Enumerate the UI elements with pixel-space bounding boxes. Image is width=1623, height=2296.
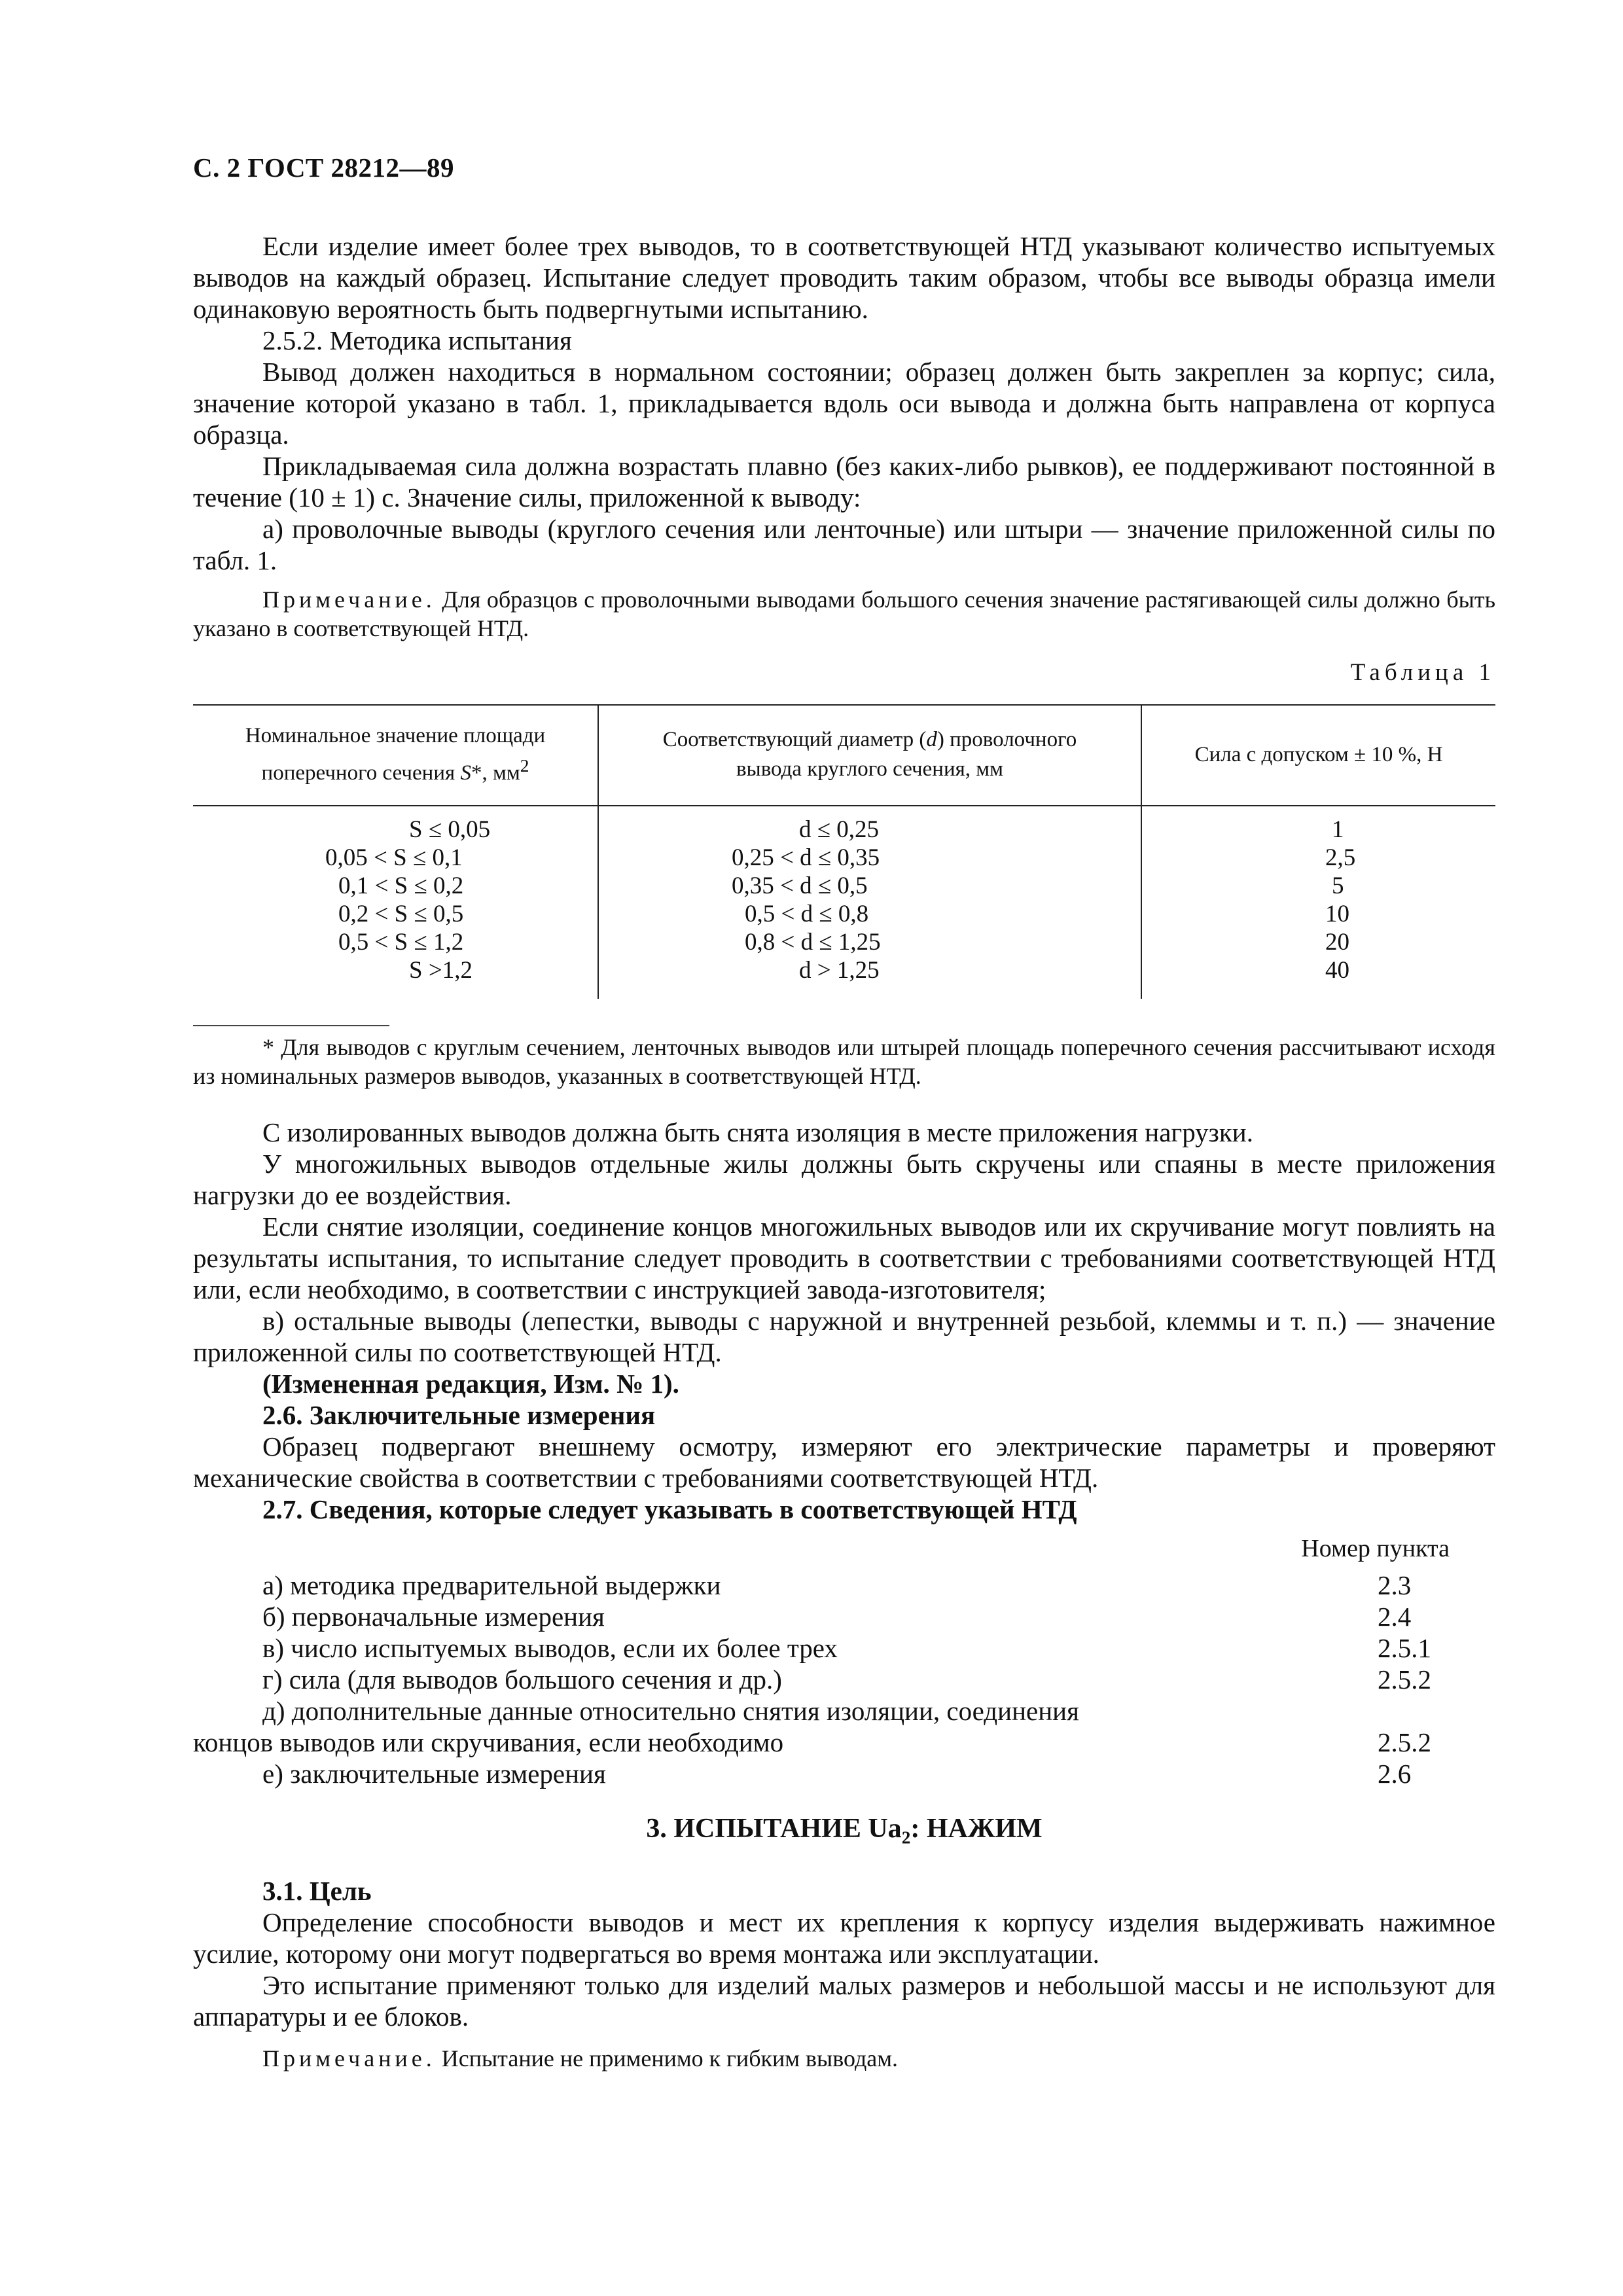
table-header-diameter: Соответствующий диаметр (d) проволочного вывода круглого сечения, мм <box>598 705 1141 806</box>
paragraph: в) остальные выводы (лепестки, выводы с наружной и внутренней резьбой, клеммы и т. п.) — значение приложенной силы по соответствующей НТД. <box>193 1306 1495 1367</box>
note-text: Для образцов с проволочными выводами большого сечения значение растягивающей силы должно быть указано в соответствующей НТД. <box>193 586 1495 641</box>
list-item <box>193 1601 1495 1632</box>
list-item-number: 2.6 <box>1378 1759 1412 1789</box>
table-cell: 0,2 < S ≤ 0,5 <box>338 901 464 927</box>
info-list <box>193 1570 1495 1789</box>
table-cell: S >1,2 <box>409 957 473 984</box>
paragraph: Образец подвергают внешнему осмотру, измеряют его электрические параметры и проверяют механические свойства в соответствии с требованиями соответствующей НТД. <box>193 1431 1495 1493</box>
section-2-7-title: 2.7. Сведения, которые следует указывать в соответствующей НТД <box>262 1494 1077 1524</box>
table-cell: 0,05 < S ≤ 0,1 <box>325 844 463 871</box>
paragraph: У многожильных выводов отдельные жилы должны быть скручены или спаяны в месте приложения нагрузки до ее воздействия. <box>193 1149 1495 1210</box>
table-header-force: Сила с допуском ± 10 %, Н <box>1141 705 1495 806</box>
list-item-number: 2.5.2 <box>1378 1727 1431 1757</box>
table-cell: 0,8 < d ≤ 1,25 <box>745 929 881 956</box>
list-item-text: в) число испытуемых выводов, если их более трех <box>262 1633 838 1663</box>
list-item <box>193 1570 1495 1601</box>
list-item-text: г) сила (для выводов большого сечения и др.) <box>262 1664 782 1695</box>
table-cell: 5 <box>1332 872 1344 899</box>
table-cell: 0,5 < d ≤ 0,8 <box>745 901 869 927</box>
table-cell: 1 <box>1332 816 1344 843</box>
table-1 <box>193 704 1495 999</box>
amendment-note: (Измененная редакция, Изм. № 1). <box>262 1369 679 1399</box>
paragraph: Прикладываемая сила должна возрастать плавно (без каких-либо рывков), ее поддерживают постоянной в течение (10 ± 1) с. Значение силы, приложенной к выводу: <box>193 451 1495 512</box>
page-header: С. 2 ГОСТ 28212—89 <box>193 152 455 183</box>
paragraph: а) проволочные выводы (круглого сечения или ленточные) или штыри — значение приложенной силы по табл. 1. <box>193 514 1495 575</box>
table-cell: S ≤ 0,05 <box>409 816 491 843</box>
table-cell: 2,5 <box>1325 844 1356 871</box>
number-column-header: Номер пункта <box>1301 1535 1450 1562</box>
table-header-area: Номинальное значение площади поперечного сечения S*, $мм^2$ <box>193 705 598 806</box>
list-item-text: концов выводов или скручивания, если необходимо <box>193 1727 784 1757</box>
list-item <box>193 1695 1495 1727</box>
section-3-1-title: 3.1. Цель <box>262 1876 372 1907</box>
list-item <box>193 1727 1495 1758</box>
table-header-row <box>193 705 1495 806</box>
table-col-area <box>193 806 598 999</box>
footnote: * Для выводов с круглым сечением, ленточных выводов или штырей площадь поперечного сечения рассчитывают исходя из номинальных размеров выводов, указанных в соответствующей НТД. <box>193 1034 1495 1089</box>
table-col-force <box>1141 806 1495 999</box>
list-item <box>193 1758 1495 1789</box>
table-cell: 20 <box>1325 929 1349 956</box>
list-item-text: а) методика предварительной выдержки <box>262 1570 721 1600</box>
paragraph: С изолированных выводов должна быть снята изоляция в месте приложения нагрузки. <box>262 1117 1253 1147</box>
footnote-rule <box>193 1025 389 1026</box>
table-cell: 0,25 < d ≤ 0,35 <box>732 844 880 871</box>
table-cell: d ≤ 0,25 <box>799 816 880 843</box>
note <box>193 585 1495 643</box>
note <box>193 2044 1495 2073</box>
list-item-text: б) первоначальные измерения <box>262 1602 605 1632</box>
paragraph: Вывод должен находиться в нормальном состоянии; образец должен быть закреплен за корпус; сила, значение которой указано в табл. 1, прикладывается вдоль оси вывода и должна быть направлена от корпуса образца. <box>193 357 1495 450</box>
subsection-heading: 2.5.2. Методика испытания <box>262 325 572 355</box>
list-item-number: 2.5.1 <box>1378 1633 1431 1663</box>
table-cell: 0,5 < S ≤ 1,2 <box>338 929 464 956</box>
list-item-text: д) дополнительные данные относительно снятия изоляции, соединения <box>262 1696 1079 1726</box>
list-item-text: е) заключительные измерения <box>262 1759 606 1789</box>
section-3-title: 3. ИСПЫТАНИЕ $Ua_2$: НАЖИМ <box>646 1814 1043 1848</box>
paragraph: Если снятие изоляции, соединение концов многожильных выводов или их скручивание могут повлиять на результаты испытания, то испытание следует проводить в соответствии с требованиями соответствующей НТД или, если необходимо, в соответствии с инструкцией завода-изготовителя; <box>193 1211 1495 1304</box>
note-text: Испытание не применимо к гибким выводам. <box>435 2045 899 2072</box>
table-caption: Таблица 1 <box>1350 659 1495 686</box>
list-item-number: 2.3 <box>1378 1570 1412 1600</box>
paragraph: Если изделие имеет более трех выводов, то в соответствующей НТД указывают количество испытуемых выводов на каждый образец. Испытание следует проводить таким образом, чтобы все выводы образца имели одинаковую вероятность быть подвергнутыми испытанию. <box>193 231 1495 324</box>
table-cell: 0,1 < S ≤ 0,2 <box>338 872 464 899</box>
section-2-5-continued <box>193 230 1495 2073</box>
table-body-row <box>193 806 1495 999</box>
section-2-6-title: 2.6. Заключительные измерения <box>262 1400 656 1430</box>
list-item <box>193 1664 1495 1695</box>
list-item-number: 2.4 <box>1378 1602 1412 1632</box>
table-col-diameter <box>598 806 1141 999</box>
table-cell: 40 <box>1325 957 1349 984</box>
list-item-number: 2.5.2 <box>1378 1664 1431 1695</box>
paragraph: Определение способности выводов и мест их крепления к корпусу изделия выдерживать нажимное усилие, которому они могут подвергаться во время монтажа или эксплуатации. <box>193 1907 1495 1969</box>
note-label: Примечание. <box>262 2045 436 2072</box>
table-cell: 0,35 < d ≤ 0,5 <box>732 872 868 899</box>
table-cell: d > 1,25 <box>799 957 880 984</box>
paragraph: Это испытание применяют только для изделий малых размеров и небольшой массы и не используют для аппаратуры и ее блоков. <box>193 1970 1495 2032</box>
note-label: Примечание. <box>262 586 436 613</box>
list-item <box>193 1632 1495 1664</box>
table-cell: 10 <box>1325 901 1349 927</box>
